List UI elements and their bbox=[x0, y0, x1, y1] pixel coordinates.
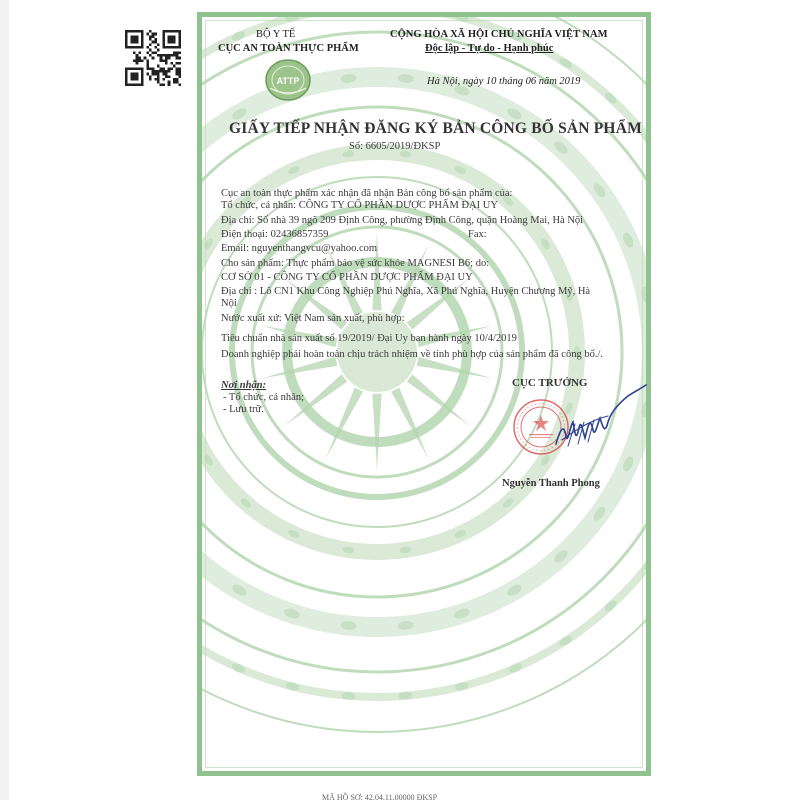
facility-address-line-1: Địa chỉ : Lô CN1 Khu Công Nghiệp Phú Nghĩa, Xã Phú Nghĩa, Huyện Chương Mỹ, Hà bbox=[221, 286, 591, 297]
national-motto: Độc lập - Tự do - Hạnh phúc bbox=[425, 43, 554, 54]
document-number: Số: 6605/2019/ĐKSP bbox=[349, 141, 441, 152]
facility-line: CƠ SỞ 01 - CÔNG TY CỔ PHẦN DƯỢC PHẨM ĐẠI UY bbox=[221, 272, 473, 283]
address-line: Địa chỉ: Số nhà 39 ngõ 209 Định Công, phường Định Công, quận Hoàng Mai, Hà Nội bbox=[221, 215, 584, 226]
product-line: Cho sản phẩm: Thực phẩm bảo vệ sức khỏe MAGNESI B6; do: bbox=[221, 258, 490, 269]
intro-line: Cục an toàn thực phẩm xác nhận đã nhận Bản công bố sản phẩm của: bbox=[221, 188, 513, 199]
signer-role: CỤC TRƯỞNG bbox=[512, 377, 588, 389]
organization-line: Tổ chức, cá nhân: CÔNG TY CỔ PHẦN DƯỢC PHẨM ĐẠI UY bbox=[221, 200, 498, 211]
document-code-footer: MÃ HỒ SƠ: 42.04.11.00000 ĐKSP bbox=[322, 793, 438, 802]
ministry-name: BỘ Y TẾ bbox=[256, 29, 296, 40]
recipients-label: Nơi nhận: bbox=[221, 380, 267, 391]
attp-logo-text: ATTP bbox=[276, 76, 300, 86]
country-name: CỘNG HÒA XÃ HỘI CHỦ NGHĨA VIỆT NAM bbox=[390, 29, 608, 40]
origin-line: Nước xuất xứ: Việt Nam sản xuất, phù hợp: bbox=[221, 313, 405, 324]
agency-name: CỤC AN TOÀN THỰC PHẨM bbox=[218, 43, 359, 54]
signer-name: Nguyễn Thanh Phong bbox=[502, 478, 600, 489]
facility-address-line-2: Nội bbox=[221, 298, 237, 309]
recipient-item: - Tổ chức, cá nhân; bbox=[223, 392, 305, 403]
email-line: Email: nguyenthangvcu@yahoo.com bbox=[221, 243, 378, 254]
responsibility-line: Doanh nghiệp phải hoàn toàn chịu trách nhiệm về tính phù hợp của sản phẩm đã công bố./. bbox=[221, 349, 603, 360]
phone-line: Điện thoại: 02436857359 bbox=[221, 229, 329, 240]
handwritten-signature bbox=[548, 382, 648, 452]
fax-line: Fax: bbox=[468, 229, 487, 240]
standard-line: Tiêu chuẩn nhà sản xuất số 19/2019/ Đại Uy ban hành ngày 10/4/2019 bbox=[221, 333, 517, 344]
document-title: GIẤY TIẾP NHẬN ĐĂNG KÝ BẢN CÔNG BỐ SẢN PHẨM bbox=[229, 120, 642, 137]
issue-date: Hà Nội, ngày 10 tháng 06 năm 2019 bbox=[427, 76, 581, 87]
recipient-item: - Lưu trữ. bbox=[223, 404, 264, 415]
